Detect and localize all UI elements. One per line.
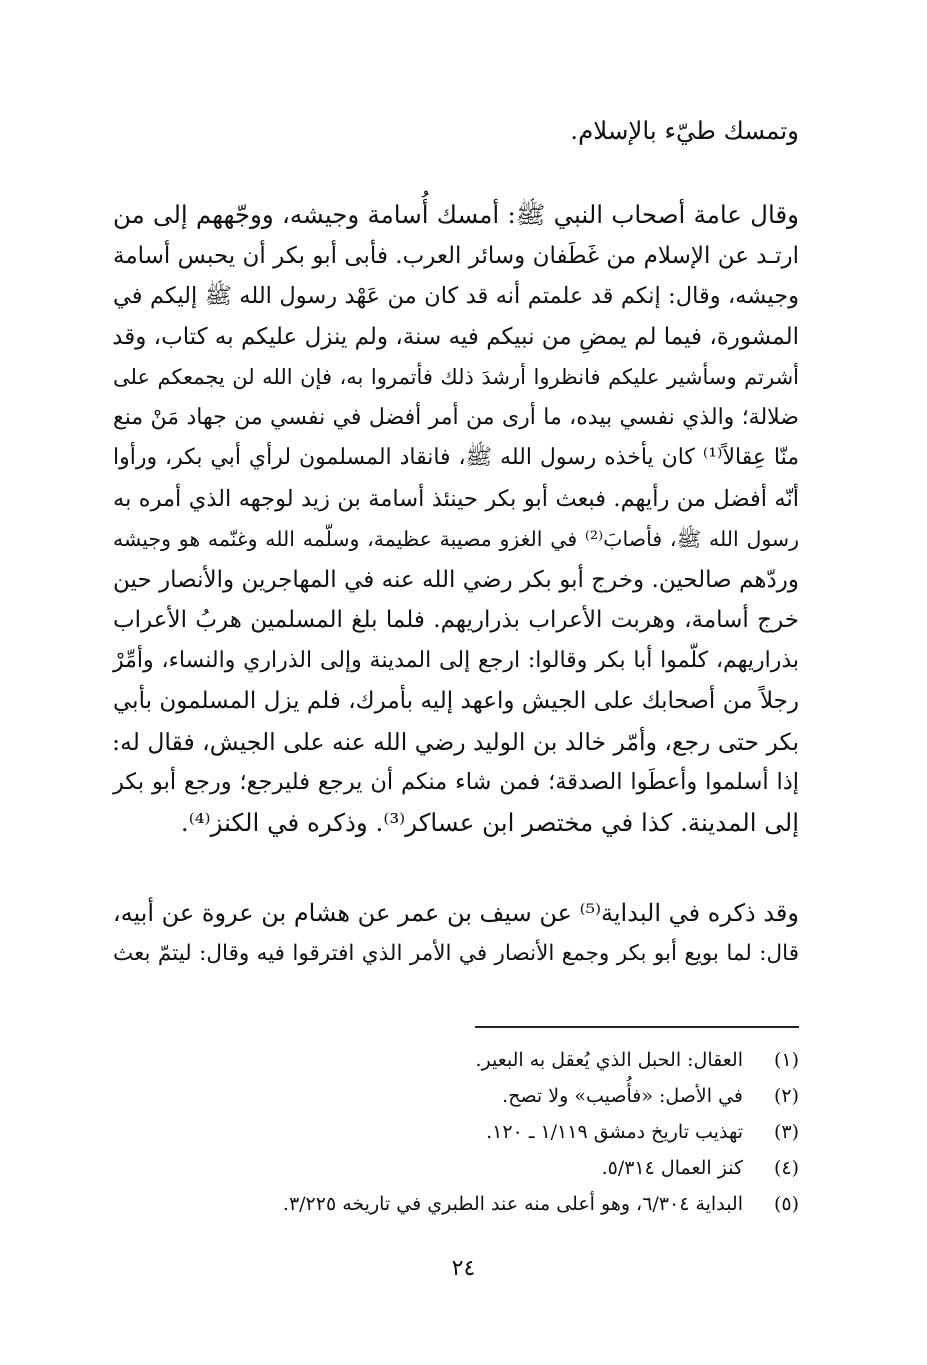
text-line: بكر حتى رجع، وأمّر خالد بن الوليد رضي الله عنه على الجيش، فقال له:	[112, 727, 799, 756]
text-line: أشرتم وسأشير عليكم فانظروا أرشدَ ذلك فأتمروا به، فإن الله لن يجمعكم على	[113, 365, 799, 389]
page-number: ٢٤	[451, 1256, 476, 1281]
footnote-separator	[475, 1026, 799, 1028]
footnote	[113, 1186, 799, 1222]
footnote-number: (٥)	[773, 1193, 799, 1215]
footnote-text: العقال: الحبل الذي يُعقل به البعير.	[475, 1049, 743, 1071]
text-line: وردّهم صالحين. وخرج أبو بكر رضي الله عنه في المهاجرين والأنصار حين	[113, 566, 799, 593]
paragraph-second	[113, 893, 799, 974]
paragraph-main	[113, 195, 799, 843]
text-line: أنّه أفضل من رأيهم. فبعث أبو بكر حينئذ أسامة بن زيد لوجهه الذي أمره به	[113, 485, 799, 512]
text-line: بذراريهم، كلّموا أبا بكر وقالوا: ارجع إلى المدينة وإلى الذراري والنساء، وأمِّرْ	[113, 647, 799, 673]
text-line: رسول الله ﷺ، فأصابَ⁽²⁾ في الغزو مصيبة عظيمة، وسلّمه الله وغنّمه هو وجيشه	[113, 527, 800, 551]
footnote	[113, 1114, 799, 1150]
footnote	[113, 1078, 799, 1114]
text-line: خرج أسامة، وهربت الأعراب بذراريهم. فلما بلغ المسلمين هربُ الأعراب	[113, 607, 799, 633]
footnote	[113, 1150, 799, 1186]
footnote-number: (٤)	[773, 1157, 799, 1179]
footnote-text: كنز العمال ٥/٣١٤.	[601, 1157, 743, 1179]
text-line: وجيشه، وقال: إنكم قد علمتم أنه قد كان من عَهْد رسول الله ﷺ إليكم في	[113, 283, 799, 309]
text-line: إذا أسلموا وأعطَوا الصدقة؛ فمن شاء منكم أن يرجع فليرجع؛ ورجع أبو بكر	[113, 769, 799, 795]
footnote	[113, 1042, 799, 1078]
footnote-text: البداية ٦/٣٠٤، وهو أعلى منه عند الطبري في تاريخه ٣/٢٢٥.	[282, 1193, 743, 1215]
footnote-number: (٢)	[773, 1085, 799, 1107]
footnote-text: في الأصل: «فأُصيب» ولا تصح.	[502, 1085, 743, 1107]
text-line: وقال عامة أصحاب النبي ﷺ: أمسك أُسامة وجيشه، ووجّههم إلى من	[113, 200, 799, 229]
text-line: رجلاً من أصحابك على الجيش واعهد إليه بأمرك، فلم يزل المسلمون بأبي	[113, 688, 799, 714]
footnote-number: (٣)	[773, 1121, 799, 1143]
text-line: ارتـد عن الإسلام من غَطَفان وسائر العرب. فأبى أبو بكر أن يحبس أسامة	[113, 242, 799, 269]
text-line: وتمسك طيّء بالإسلام.	[570, 116, 799, 145]
text-line: إلى المدينة. كذا في مختصر ابن عساكر⁽³⁾. وذكره في الكنز⁽⁴⁾.	[180, 807, 799, 837]
footnote-text: تهذيب تاريخ دمشق ١/١١٩ ـ ١٢٠.	[486, 1121, 743, 1143]
text-line: وقد ذكره في البداية⁽⁵⁾ عن سيف بن عمر عن هشام بن عروة عن أبيه،	[112, 899, 799, 927]
text-line: منّا عِقالاً⁽¹⁾ كان يأخذه رسول الله ﷺ، فانقاد المسلمون لرأي أبي بكر، ورأوا	[113, 445, 799, 470]
text-line: قال: لما بويع أبو بكر وجمع الأنصار في الأمر الذي افترقوا فيه وقال: ليتمّ بعث	[113, 940, 799, 966]
text-line: ضلالة؛ والذي نفسي بيده، ما أرى من أمر أفضل في نفسي من جهاد مَنْ منع	[113, 404, 799, 430]
intro-line	[113, 111, 799, 152]
footnote-number: (١)	[773, 1049, 799, 1071]
footnotes	[113, 1042, 799, 1222]
text-line: المشورة، فيما لم يمضِ من نبيكم فيه سنة، ولم ينزل عليكم به كتاب، وقد	[112, 323, 799, 350]
